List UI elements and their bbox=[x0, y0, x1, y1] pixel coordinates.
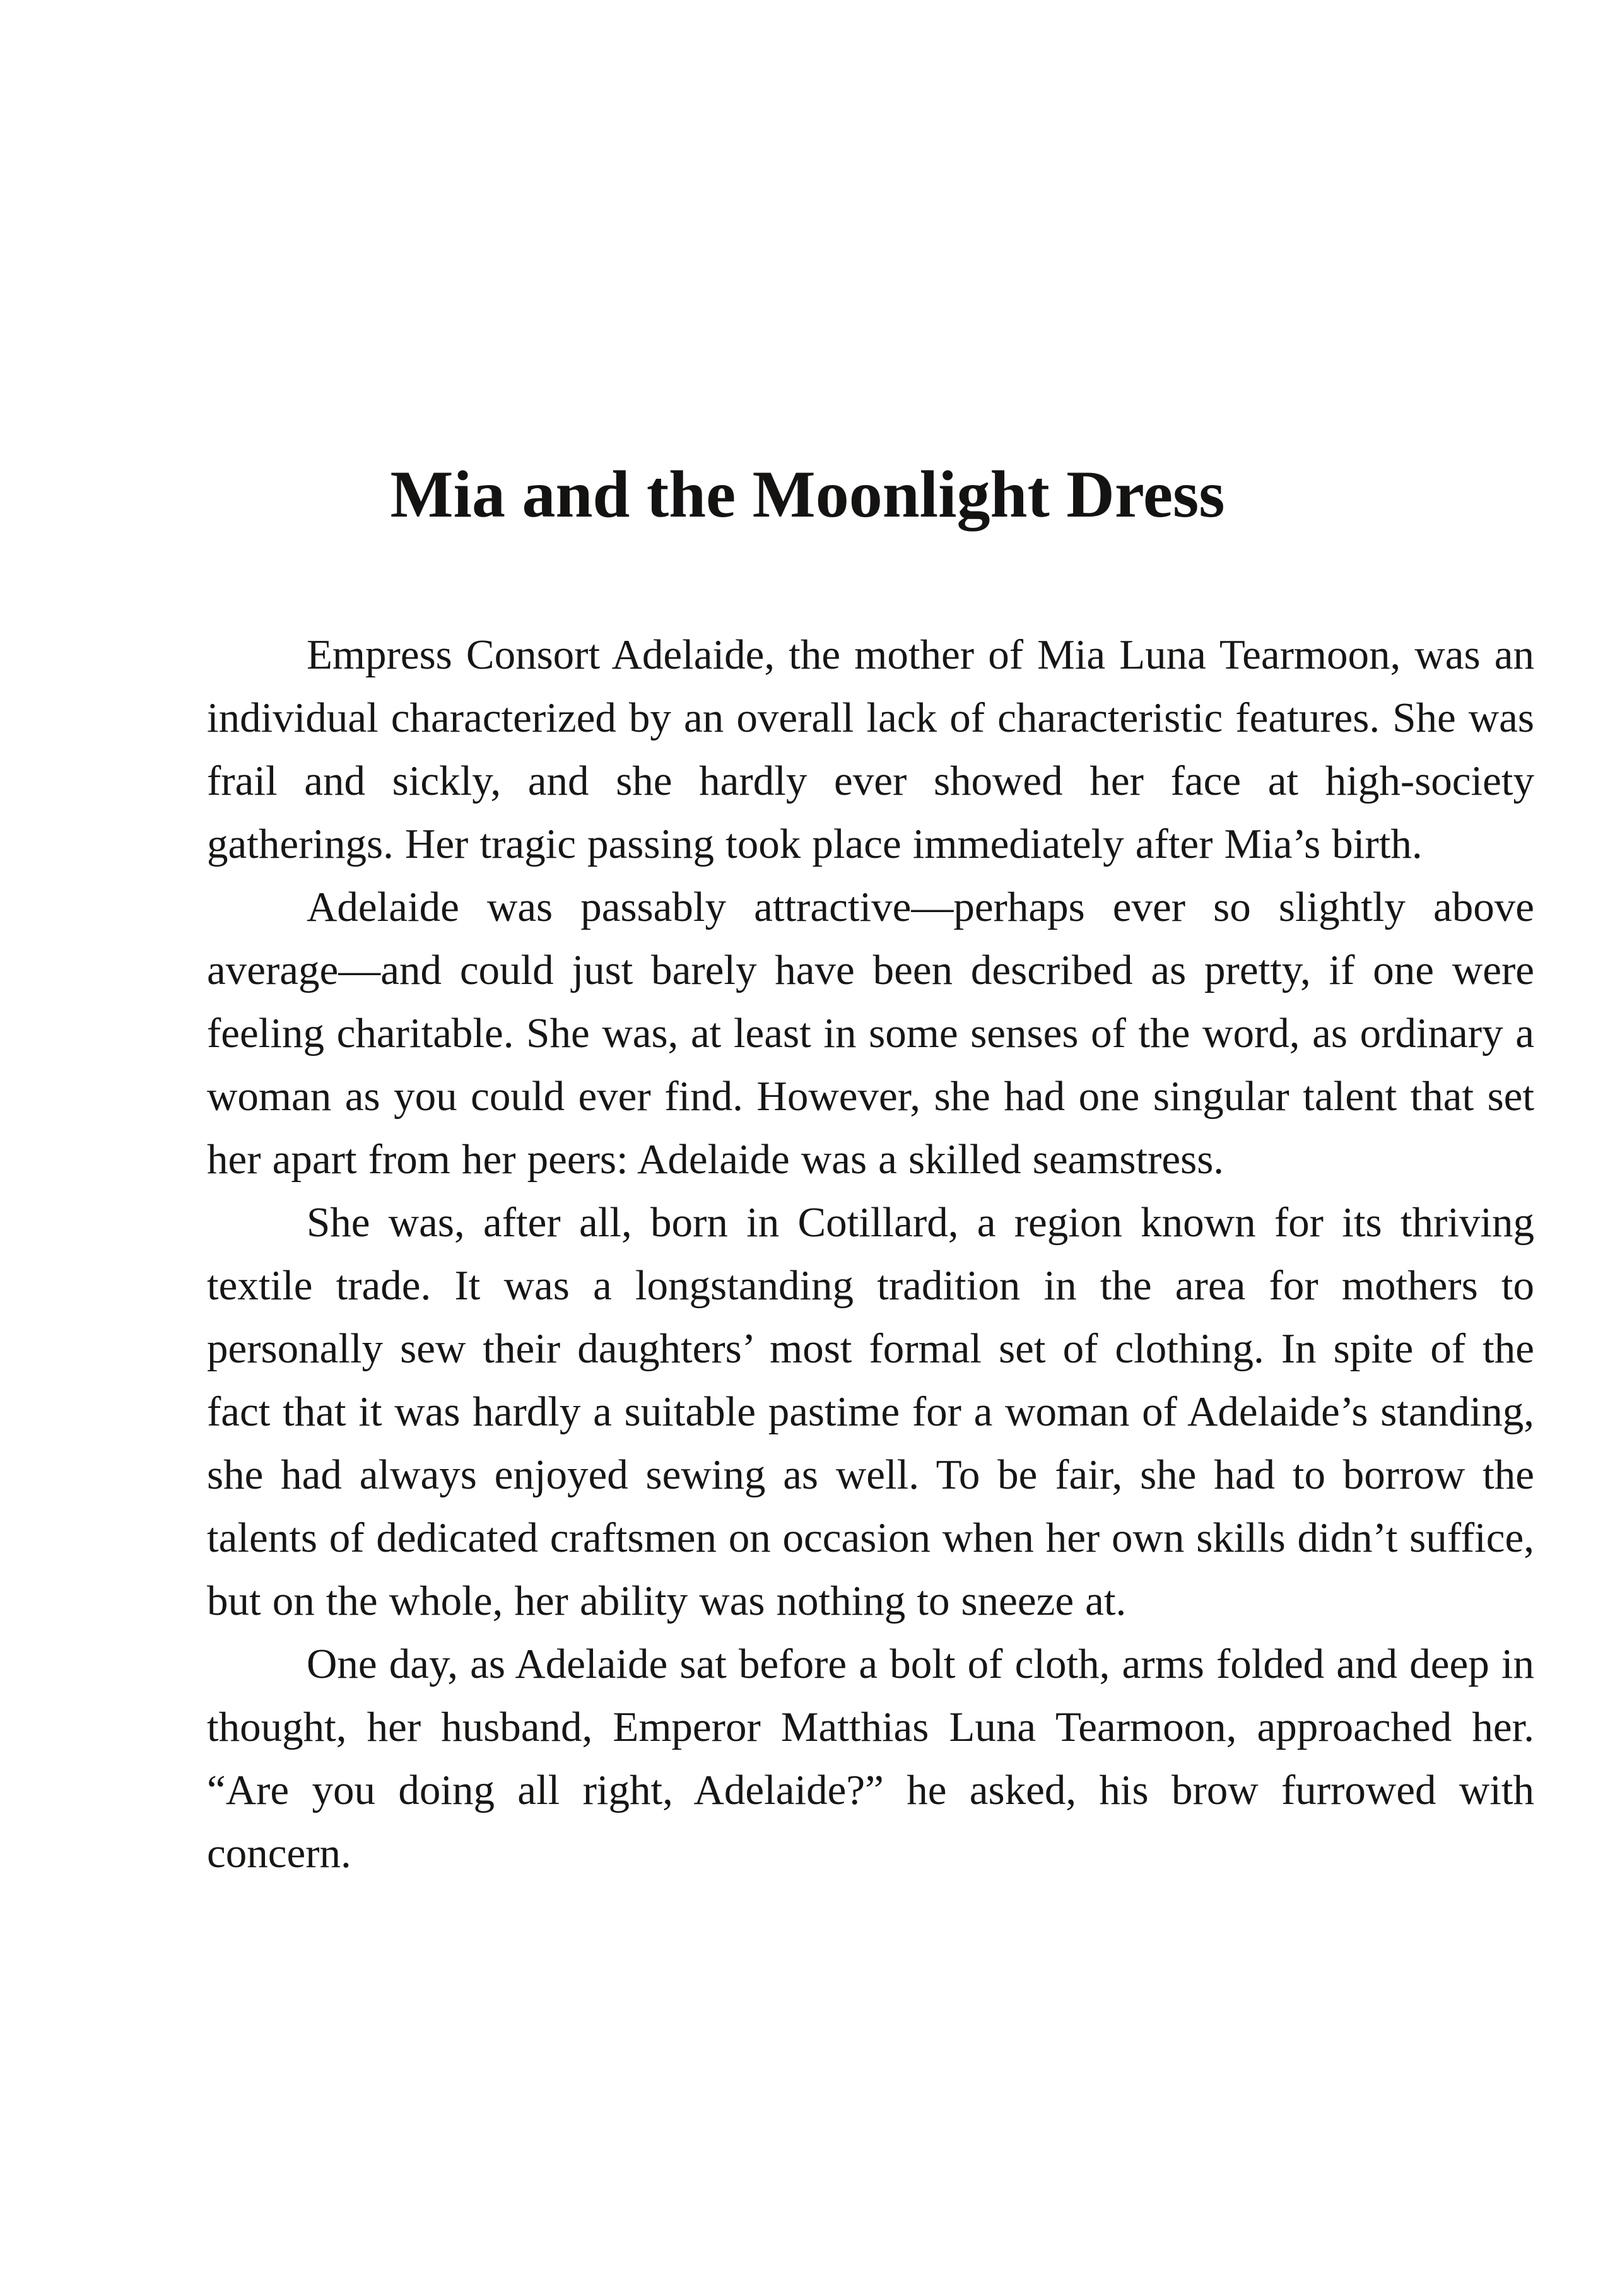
paragraph: One day, as Adelaide sat before a bolt of cloth, arms folded and deep in thought, her husband, Emperor Matthias Luna Tearmoon, approached her. “Are you doing all right, Adelaide?” he asked, his brow furrowed with concern. bbox=[207, 1641, 1534, 1877]
paragraph: She was, after all, born in Cotillard, a region known for its thriving textile trade. It was a longstanding tradition in the area for mothers to personally sew their daughters’ most formal set of clothing. In spite of the fact that it was hardly a suitable pastime for a woman of Adelaide’s standing, she had always enjoyed sewing as well. To be fair, she had to borrow the talents of dedicated craftsmen on occasion when her own skills didn’t suffice, but on the whole, her ability was nothing to sneeze at. bbox=[207, 1199, 1534, 1624]
paragraph: Empress Consort Adelaide, the mother of Mia Luna Tearmoon, was an individual characterized by an overall lack of characteristic features. She was frail and sickly, and she hardly ever showed her face at high-society gatherings. Her tragic passing took place immediately after Mia’s birth. bbox=[207, 631, 1534, 867]
paragraph: Adelaide was passably attractive—perhaps ever so slightly above average—and could just barely have been described as pretty, if one were feeling charitable. She was, at least in some senses of the word, as ordinary a woman as you could ever find. However, she had one singular talent that set her apart from her peers: Adelaide was a skilled seamstress. bbox=[207, 884, 1534, 1183]
chapter-title: Mia and the Moonlight Dress bbox=[390, 457, 1225, 531]
chapter-body bbox=[207, 623, 1534, 1885]
